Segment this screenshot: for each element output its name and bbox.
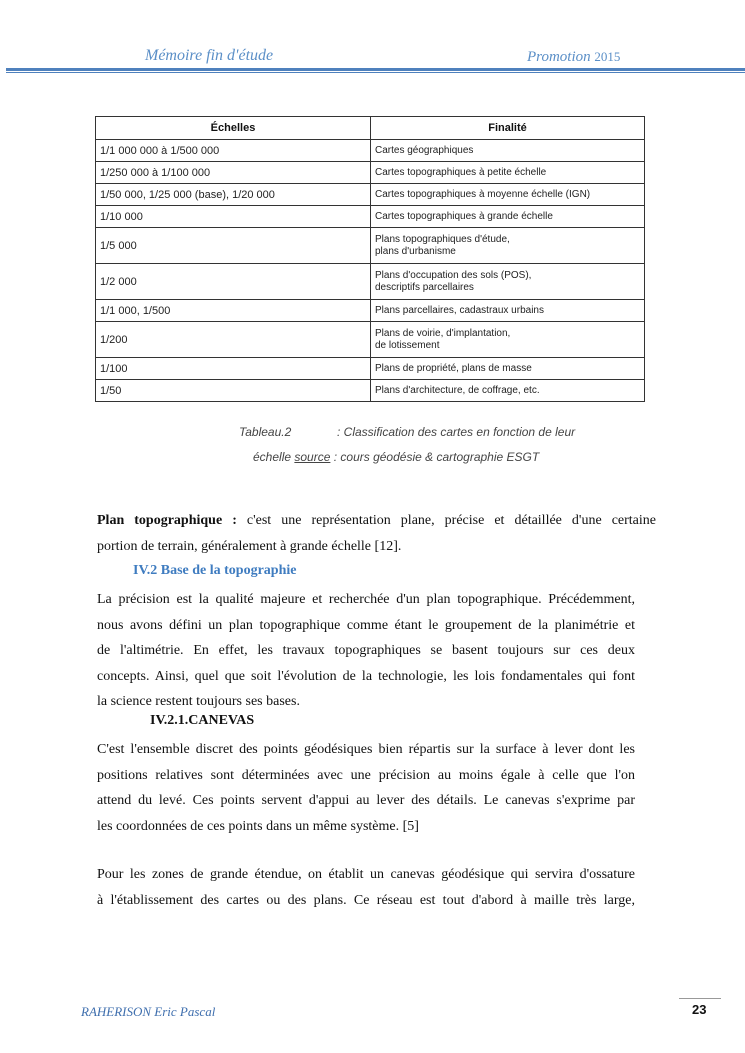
table-header-row <box>96 117 645 140</box>
table-cell-scale: 1/1 000, 1/500 <box>96 300 371 322</box>
table-header-echelles: Échelles <box>96 117 371 140</box>
table-cell-purpose <box>371 264 645 300</box>
table-row <box>96 358 645 380</box>
footer-author: RAHERISON Eric Pascal <box>81 1004 216 1019</box>
paragraph-line: portion de terrain, généralement à grande échelle [12]. <box>97 538 402 554</box>
table-row <box>96 206 645 228</box>
header-promotion <box>527 49 620 66</box>
table-cell-purpose <box>371 206 645 228</box>
table-cell-purpose <box>371 300 645 322</box>
term-bold: Plan topographique : <box>97 513 237 528</box>
table-row <box>96 322 645 358</box>
scales-table <box>95 116 645 402</box>
subsection-heading: IV.2.1.CANEVAS <box>150 713 255 728</box>
caption-source-line <box>253 450 539 464</box>
paragraph-line: positions relatives sont déterminées avec une précision au moins égale à celle que l'on <box>97 767 635 783</box>
table-cell-scale: 1/50 000, 1/25 000 (base), 1/20 000 <box>96 184 371 206</box>
purpose-line: Plans d'architecture, de coffrage, etc. <box>375 384 540 396</box>
paragraph-line: Pour les zones de grande étendue, on établit un canevas géodésique qui servira d'ossature <box>97 867 635 882</box>
table-cell-scale: 1/2 000 <box>96 264 371 300</box>
paragraph-line: La précision est la qualité majeure et recherchée d'un plan topographique. Précédemment, <box>97 592 635 607</box>
caption-source-pre: échelle <box>253 450 295 464</box>
paragraph-line: nous avons défini un plan topographique comme étant le groupement de la planimétrie et <box>97 617 635 633</box>
paragraph-line: à l'établissement des cartes ou des plans. Ce réseau est tout d'abord à maille très large, <box>97 892 635 908</box>
header-promotion-year: 2015 <box>594 49 621 64</box>
table-row <box>96 140 645 162</box>
table-cell-scale: 1/50 <box>96 380 371 402</box>
table-row <box>96 184 645 206</box>
paragraph-text: c'est une représentation plane, précise et détaillée d'une certaine <box>236 513 656 528</box>
purpose-line: Plans d'occupation des sols (POS), <box>375 269 532 281</box>
table-cell-purpose <box>371 184 645 206</box>
paragraph-precision <box>97 587 635 715</box>
table-cell-scale: 1/10 000 <box>96 206 371 228</box>
paragraph-line: la science restent toujours ses bases. <box>97 694 300 709</box>
paragraph-canevas <box>97 737 635 839</box>
caption-text: : Classification des cartes en fonction de leur <box>337 425 576 439</box>
caption-source-post: : cours géodésie & cartographie ESGT <box>330 450 540 464</box>
table-row <box>96 162 645 184</box>
paragraph-grande-etendue <box>97 862 635 913</box>
purpose-line: Plans parcellaires, cadastraux urbains <box>375 304 544 316</box>
paragraph-plan-topographique <box>97 508 656 559</box>
purpose-line: Plans de voirie, d'implantation, <box>375 327 511 339</box>
footer-rule <box>679 998 721 999</box>
purpose-line: de lotissement <box>375 339 440 351</box>
purpose-line: Plans de propriété, plans de masse <box>375 362 532 374</box>
page-number: 23 <box>692 1002 707 1017</box>
purpose-line: Cartes topographiques à petite échelle <box>375 166 547 178</box>
header-rule-thin <box>6 72 745 73</box>
paragraph-line: concepts. Ainsi, quel que soit l'évolution de la technologie, les lois fondamentales qui font <box>97 668 635 684</box>
table-cell-scale: 1/250 000 à 1/100 000 <box>96 162 371 184</box>
section-heading: IV.2 Base de la topographie <box>133 563 297 578</box>
header-promotion-word: Promotion <box>527 49 591 65</box>
paragraph-line: C'est l'ensemble discret des points géodésiques bien répartis sur la surface à lever dont les <box>97 742 635 757</box>
table-cell-purpose <box>371 140 645 162</box>
table-cell-purpose <box>371 358 645 380</box>
table-row <box>96 300 645 322</box>
table-cell-purpose <box>371 228 645 264</box>
purpose-line: Cartes topographiques à moyenne échelle (IGN) <box>375 188 591 200</box>
purpose-line: descriptifs parcellaires <box>375 281 474 293</box>
table-cell-purpose <box>371 380 645 402</box>
paragraph-line: attend du levé. Ces points servent d'appui au lever des détails. Le canevas s'exprime par <box>97 793 635 808</box>
table-cell-purpose <box>371 162 645 184</box>
purpose-line: Plans topographiques d'étude, <box>375 233 510 245</box>
purpose-line: plans d'urbanisme <box>375 245 456 257</box>
table-cell-scale: 1/100 <box>96 358 371 380</box>
table-cell-scale: 1/200 <box>96 322 371 358</box>
table-cell-purpose <box>371 322 645 358</box>
caption-source-link: source <box>294 450 331 464</box>
header-title: Mémoire fin d'étude <box>145 47 274 64</box>
caption-label: Tableau.2 <box>239 425 292 439</box>
paragraph-line <box>97 508 656 534</box>
table-cell-scale: 1/5 000 <box>96 228 371 264</box>
table-cell-scale: 1/1 000 000 à 1/500 000 <box>96 140 371 162</box>
purpose-line: Cartes géographiques <box>375 144 474 156</box>
purpose-line: Cartes topographiques à grande échelle <box>375 210 553 222</box>
table-row <box>96 228 645 264</box>
paragraph-line: de l'altimétrie. En effet, les travaux topographiques se basent toujours sur ces deux <box>97 643 635 658</box>
table-header-finalite: Finalité <box>371 117 645 140</box>
table-row <box>96 380 645 402</box>
paragraph-line: les coordonnées de ces points dans un même système. [5] <box>97 818 419 834</box>
table-row <box>96 264 645 300</box>
header-rule-thick <box>6 68 745 71</box>
